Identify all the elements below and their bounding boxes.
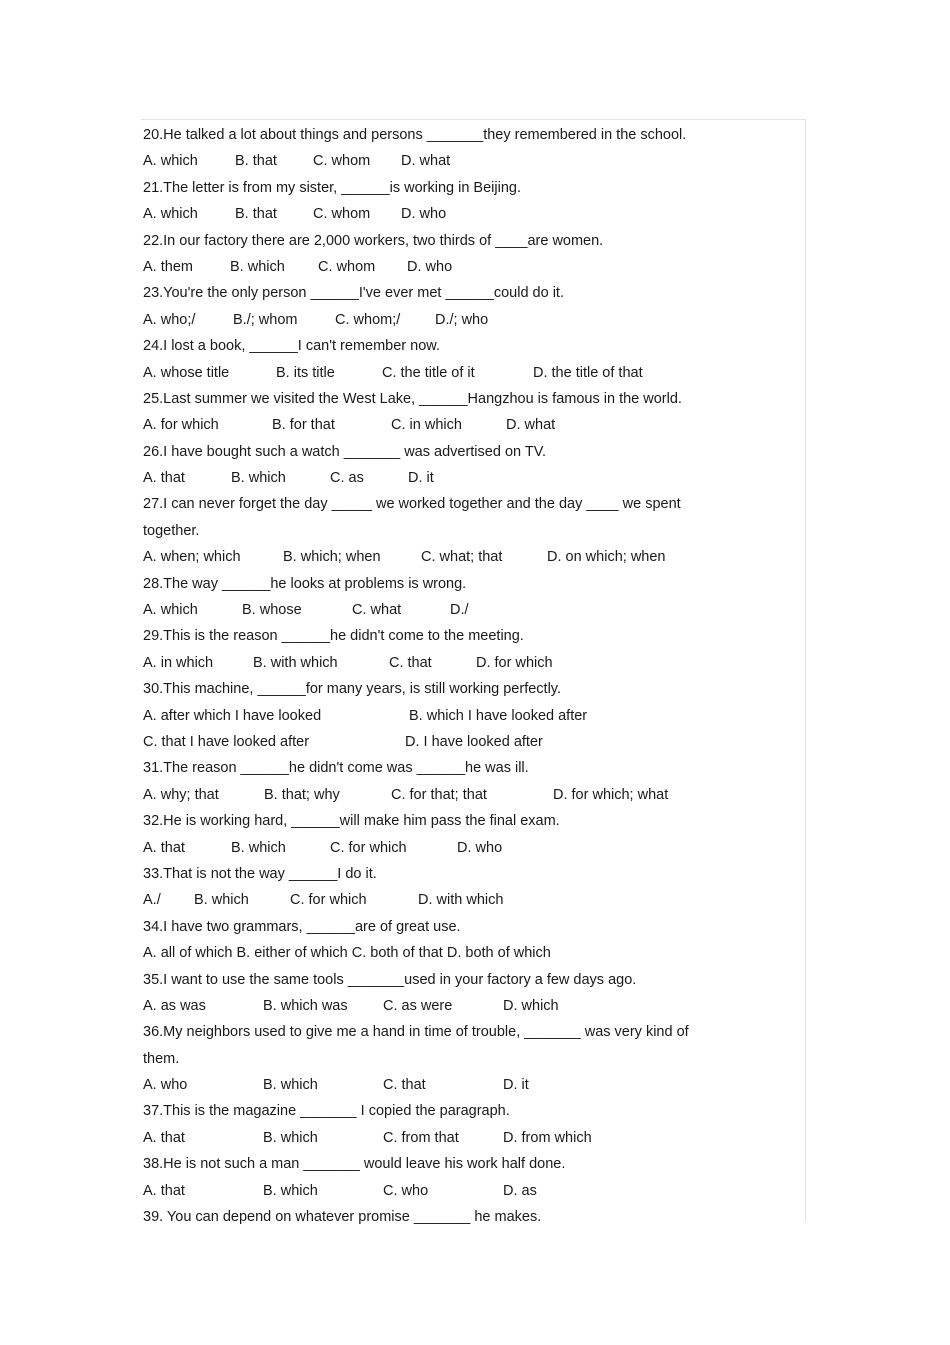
option-choice: A. as was xyxy=(143,997,206,1014)
option-choice: A. that xyxy=(143,470,185,487)
option-choice: D. what xyxy=(401,153,451,170)
option-choice: C. for that; that xyxy=(391,786,487,803)
option-choice: B. which xyxy=(263,1077,318,1094)
option-choice: B. which xyxy=(194,892,249,909)
answer-options xyxy=(143,835,743,861)
option-choice: B. which xyxy=(263,1182,318,1199)
option-choice: B. which; when xyxy=(283,549,381,566)
option-choice: A. when; which xyxy=(143,549,241,566)
option-choice: C. as were xyxy=(383,997,453,1014)
answer-options xyxy=(143,544,743,570)
option-choice: D. on which; when xyxy=(547,549,666,566)
option-choice: A. in which xyxy=(143,654,214,671)
option-choice: D. who xyxy=(457,839,503,856)
option-choice: B. for that xyxy=(272,417,335,434)
answer-options xyxy=(143,729,743,755)
option-choice: D. for which xyxy=(476,654,553,671)
answer-options xyxy=(143,650,743,676)
option-choice: A. which xyxy=(143,206,198,223)
option-choice: A. whose title xyxy=(143,364,230,381)
option-choice: C. from that xyxy=(383,1129,459,1146)
answer-options xyxy=(143,465,743,491)
answer-options xyxy=(143,412,743,438)
question-text: 21.The letter is from my sister, ______is working in Beijing. xyxy=(143,179,521,196)
question-text: 29.This is the reason ______he didn't come to the meeting. xyxy=(143,628,524,645)
option-choice: C. that I have looked after xyxy=(143,733,310,750)
option-choice: A. them xyxy=(143,258,193,275)
option-choice: A. which xyxy=(143,602,198,619)
option-choice: A. who xyxy=(143,1077,188,1094)
option-choice: D. the title of that xyxy=(533,364,643,381)
option-choice: C. as xyxy=(330,470,364,487)
option-choice: D./; who xyxy=(435,311,489,328)
question-text: 35.I want to use the same tools _______used in your factory a few days ago. xyxy=(143,971,637,988)
option-choice: D. with which xyxy=(418,892,504,909)
answer-options xyxy=(143,993,743,1019)
option-choice: A. that xyxy=(143,1129,185,1146)
option-choice: B. with which xyxy=(253,654,338,671)
question-text: A. all of which B. either of which C. both of that D. both of which xyxy=(143,945,551,962)
answer-options xyxy=(143,782,743,808)
option-choice: D. it xyxy=(503,1077,529,1094)
option-choice: A. that xyxy=(143,839,185,856)
option-choice: A. after which I have looked xyxy=(143,707,322,724)
option-choice: B. its title xyxy=(276,364,335,381)
answer-options xyxy=(143,1178,743,1204)
option-choice: D. from which xyxy=(503,1129,592,1146)
question-text: 25.Last summer we visited the West Lake, ______Hangzhou is famous in the world. xyxy=(143,390,682,407)
answer-options xyxy=(143,1072,743,1098)
option-choice: D. it xyxy=(408,470,434,487)
answer-options xyxy=(143,307,743,333)
option-choice: C. what xyxy=(352,602,402,619)
answer-options xyxy=(143,254,743,280)
option-choice: C. what; that xyxy=(421,549,503,566)
question-text: 36.My neighbors used to give me a hand in time of trouble, _______ was very kind of xyxy=(143,1024,689,1041)
question-text: 28.The way ______he looks at problems is wrong. xyxy=(143,575,467,592)
option-choice: B. which xyxy=(231,470,286,487)
option-choice: D. what xyxy=(506,417,556,434)
option-choice: C. in which xyxy=(391,417,462,434)
question-text: 20.He talked a lot about things and persons _______they remembered in the school. xyxy=(143,127,687,143)
option-choice: B. which xyxy=(231,839,286,856)
answer-options xyxy=(143,887,743,913)
option-choice: B. which xyxy=(263,1129,318,1146)
option-choice: B. whose xyxy=(242,602,302,619)
option-choice: D. I have looked after xyxy=(405,733,543,750)
option-choice: C. that xyxy=(389,654,432,671)
answer-options xyxy=(143,703,743,729)
option-choice: C. who xyxy=(383,1182,429,1199)
question-text: 22.In our factory there are 2,000 workers, two thirds of ____are women. xyxy=(143,232,604,249)
answer-options xyxy=(143,360,743,386)
answer-options xyxy=(143,148,743,174)
option-choice: B. which I have looked after xyxy=(409,707,588,724)
answer-options xyxy=(143,597,743,623)
option-choice: B. that xyxy=(235,153,277,170)
option-choice: A. why; that xyxy=(143,786,219,803)
option-choice: A. for which xyxy=(143,417,219,434)
option-choice: D. which xyxy=(503,997,559,1014)
question-text: 30.This machine, ______for many years, is still working perfectly. xyxy=(143,681,561,698)
question-text: 27.I can never forget the day _____ we worked together and the day ____ we spent xyxy=(143,496,681,513)
option-choice: C. whom xyxy=(313,153,371,170)
option-choice: C. the title of it xyxy=(382,364,475,381)
question-text: 39. You can depend on whatever promise _______ he makes. xyxy=(143,1209,542,1226)
question-text: 32.He is working hard, ______will make him pass the final exam. xyxy=(143,813,560,830)
question-text: 33.That is not the way ______I do it. xyxy=(143,865,377,882)
question-text: 38.He is not such a man _______ would leave his work half done. xyxy=(143,1156,566,1173)
option-choice: B. which xyxy=(230,258,285,275)
question-text: them. xyxy=(143,1050,180,1067)
option-choice: D. who xyxy=(407,258,453,275)
option-choice: D. for which; what xyxy=(553,786,669,803)
option-choice: B./; whom xyxy=(233,311,298,328)
option-choice: B. which was xyxy=(263,997,348,1014)
option-choice: C. whom xyxy=(318,258,376,275)
option-choice: A. who;/ xyxy=(143,311,196,328)
option-choice: C. for which xyxy=(330,839,407,856)
option-choice: B. that xyxy=(235,206,277,223)
option-choice: A. that xyxy=(143,1182,185,1199)
question-text: 34.I have two grammars, ______are of great use. xyxy=(143,918,461,935)
question-list xyxy=(143,122,743,1230)
question-text: 31.The reason ______he didn't come was ______he was ill. xyxy=(143,760,529,777)
question-text: together. xyxy=(143,522,200,539)
option-choice: A. which xyxy=(143,153,198,170)
option-choice: A./ xyxy=(143,892,161,909)
option-choice: D. who xyxy=(401,206,447,223)
option-choice: B. that; why xyxy=(264,786,340,803)
question-text: 24.I lost a book, ______I can't remember now. xyxy=(143,338,440,355)
option-choice: D. as xyxy=(503,1182,537,1199)
option-choice: C. that xyxy=(383,1077,426,1094)
question-text: 26.I have bought such a watch _______ was advertised on TV. xyxy=(143,443,547,460)
answer-options xyxy=(143,201,743,227)
answer-options xyxy=(143,1125,743,1151)
option-choice: D./ xyxy=(450,602,469,619)
question-text: 37.This is the magazine _______ I copied the paragraph. xyxy=(143,1103,510,1120)
question-text: 23.You're the only person ______I've ever met ______could do it. xyxy=(143,285,564,302)
option-choice: C. whom xyxy=(313,206,371,223)
option-choice: C. whom;/ xyxy=(335,311,401,328)
option-choice: C. for which xyxy=(290,892,367,909)
